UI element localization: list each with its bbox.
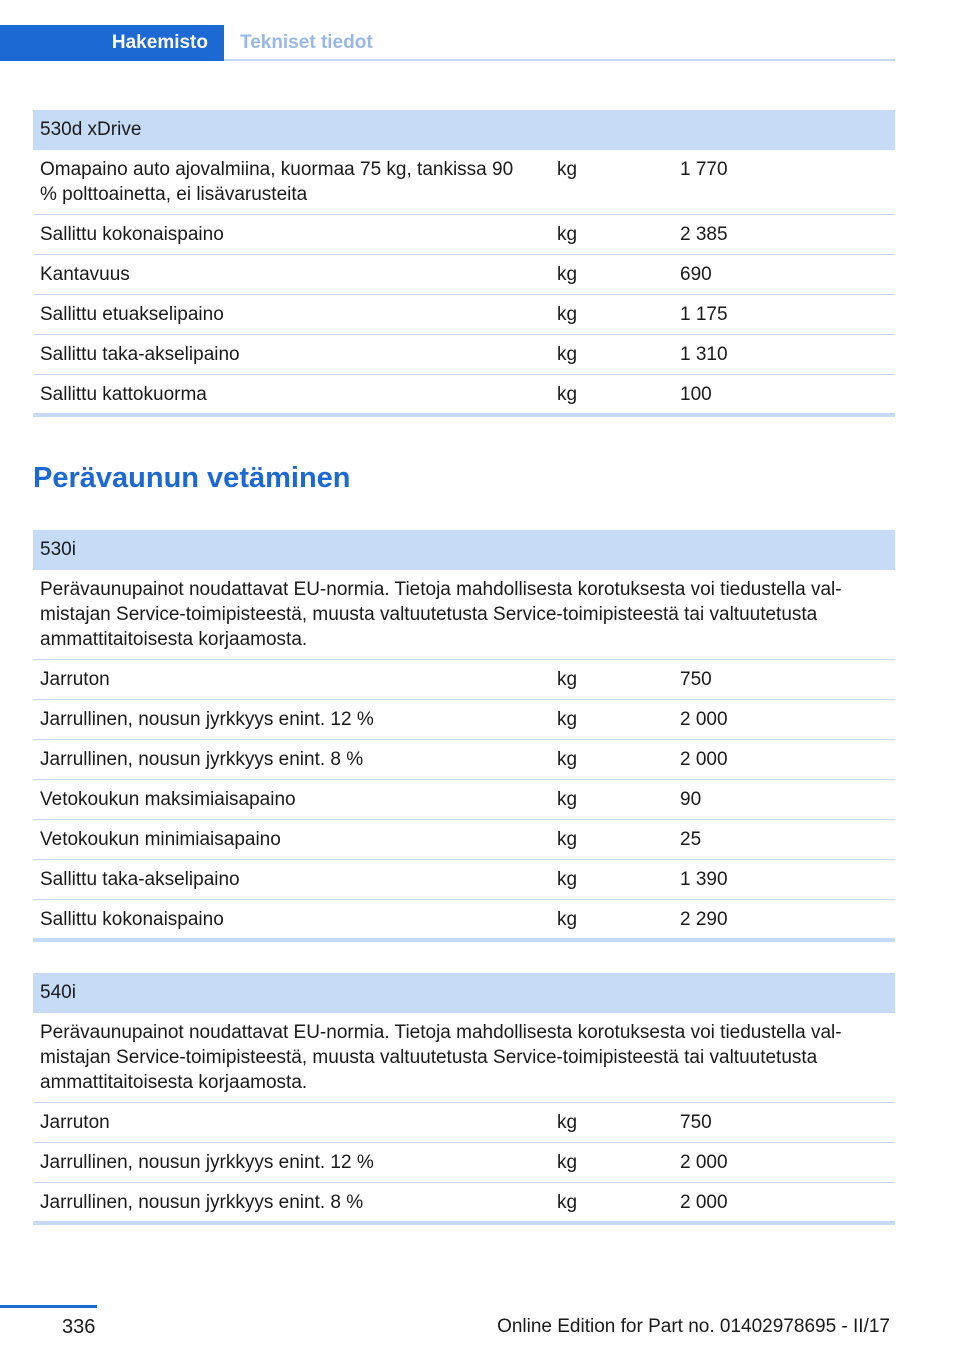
row-value: 1 310 bbox=[680, 344, 728, 365]
row-label: Jarrullinen, nousun jyrkkyys enint. 8 % bbox=[40, 749, 364, 770]
row-unit: kg bbox=[557, 159, 578, 180]
table-row bbox=[33, 295, 895, 335]
row-unit: kg bbox=[557, 1112, 578, 1133]
table-row bbox=[33, 1143, 895, 1183]
table-row bbox=[33, 215, 895, 255]
page-number: 336 bbox=[62, 1316, 96, 1338]
row-label: Jarruton bbox=[40, 669, 110, 690]
table-row bbox=[33, 335, 895, 375]
row-label: Sallittu taka-akselipaino bbox=[40, 344, 240, 365]
row-label: Vetokoukun maksimiaisapaino bbox=[40, 789, 296, 810]
row-unit: kg bbox=[557, 1152, 578, 1173]
row-unit: kg bbox=[557, 829, 578, 850]
table-row bbox=[33, 1183, 895, 1225]
row-value: 690 bbox=[680, 264, 712, 285]
row-unit: kg bbox=[557, 1192, 578, 1213]
table-row bbox=[33, 900, 895, 942]
row-label: Jarrullinen, nousun jyrkkyys enint. 8 % bbox=[40, 1192, 364, 1213]
row-value: 25 bbox=[680, 829, 702, 850]
table-note: Perävaunupainot noudattavat EU-normia. Tietoja mahdollisesta korotuksesta voi tiedustella valmistajan Service-toimipisteestä, muusta valtuutetusta Service-toimipisteestä tai valtuutetusta ammattitaitoisesta korjaamosta. bbox=[33, 570, 895, 660]
tab-tekniset-tiedot[interactable]: Tekniset tiedot bbox=[240, 32, 373, 53]
row-value: 2 290 bbox=[680, 909, 728, 930]
row-unit: kg bbox=[557, 909, 578, 930]
table-row bbox=[33, 255, 895, 295]
table-row bbox=[33, 1103, 895, 1143]
tab-divider bbox=[224, 59, 895, 61]
row-label: Vetokoukun minimiaisapaino bbox=[40, 829, 281, 850]
table-row bbox=[33, 375, 895, 417]
row-label: Jarrullinen, nousun jyrkkyys enint. 12 % bbox=[40, 1152, 374, 1173]
footer-rule bbox=[0, 1305, 97, 1308]
top-navigation bbox=[0, 0, 960, 62]
row-unit: kg bbox=[557, 264, 578, 285]
row-unit: kg bbox=[557, 384, 578, 405]
table-540i bbox=[33, 973, 895, 1225]
row-unit: kg bbox=[557, 669, 578, 690]
row-label: Sallittu kattokuorma bbox=[40, 384, 207, 405]
row-label: Sallittu etuakselipaino bbox=[40, 304, 224, 325]
table-530i bbox=[33, 530, 895, 942]
table-header: 530d xDrive bbox=[33, 110, 895, 150]
table-row bbox=[33, 740, 895, 780]
row-value: 2 000 bbox=[680, 709, 728, 730]
tab-hakemisto[interactable]: Hakemisto bbox=[0, 25, 224, 61]
table-530d-xdrive bbox=[33, 110, 895, 417]
row-value: 750 bbox=[680, 669, 712, 690]
row-value: 2 000 bbox=[680, 1192, 728, 1213]
row-value: 1 175 bbox=[680, 304, 728, 325]
table-header: 530i bbox=[33, 530, 895, 570]
table-row bbox=[33, 780, 895, 820]
row-unit: kg bbox=[557, 749, 578, 770]
row-label: Kantavuus bbox=[40, 264, 130, 285]
row-value: 2 000 bbox=[680, 749, 728, 770]
row-value: 2 385 bbox=[680, 224, 728, 245]
row-unit: kg bbox=[557, 789, 578, 810]
row-label: Sallittu kokonaispaino bbox=[40, 224, 224, 245]
row-unit: kg bbox=[557, 224, 578, 245]
row-label: Omapaino auto ajovalmiina, kuormaa 75 kg, tankissa 90 % polttoainetta, ei lisävarusteita bbox=[40, 159, 514, 205]
row-unit: kg bbox=[557, 869, 578, 890]
table-note: Perävaunupainot noudattavat EU-normia. Tietoja mahdollisesta korotuksesta voi tiedustella valmistajan Service-toimipisteestä, muusta valtuutetusta Service-toimipisteestä tai valtuutetusta ammattitaitoisesta korjaamosta. bbox=[33, 1013, 895, 1103]
edition-text: Online Edition for Part no. 01402978695 - II/17 bbox=[497, 1316, 890, 1337]
table-row bbox=[33, 660, 895, 700]
row-value: 1 390 bbox=[680, 869, 728, 890]
row-value: 750 bbox=[680, 1112, 712, 1133]
row-label: Sallittu kokonaispaino bbox=[40, 909, 224, 930]
row-label: Jarrullinen, nousun jyrkkyys enint. 12 % bbox=[40, 709, 374, 730]
table-row bbox=[33, 860, 895, 900]
row-label: Sallittu taka-akselipaino bbox=[40, 869, 240, 890]
row-value: 1 770 bbox=[680, 159, 728, 180]
row-unit: kg bbox=[557, 344, 578, 365]
table-row bbox=[33, 150, 895, 215]
row-value: 2 000 bbox=[680, 1152, 728, 1173]
row-unit: kg bbox=[557, 709, 578, 730]
section-title: Perävaunun vetäminen bbox=[33, 462, 351, 494]
row-label: Jarruton bbox=[40, 1112, 110, 1133]
row-value: 100 bbox=[680, 384, 712, 405]
table-row bbox=[33, 820, 895, 860]
table-row bbox=[33, 700, 895, 740]
table-header: 540i bbox=[33, 973, 895, 1013]
row-value: 90 bbox=[680, 789, 702, 810]
row-unit: kg bbox=[557, 304, 578, 325]
